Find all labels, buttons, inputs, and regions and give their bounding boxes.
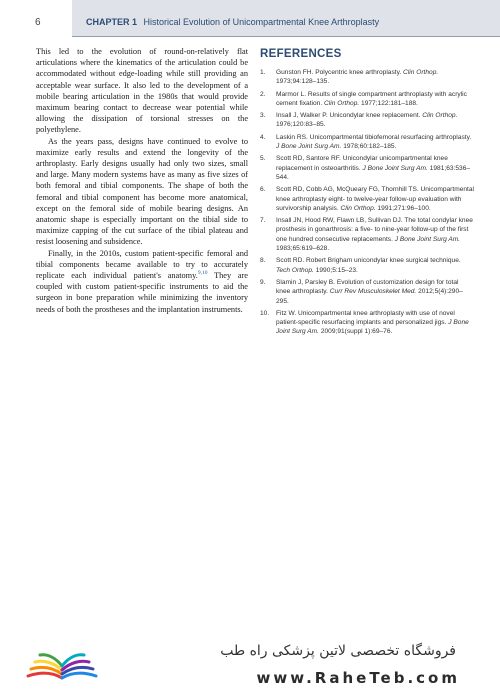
- page-header: [0, 0, 500, 36]
- references-list: [260, 68, 474, 337]
- chapter-bar: [72, 0, 500, 36]
- footer-banner: [0, 616, 500, 700]
- reference-text: Scott RD, Cobb AG, McQueary FG, Thornhill TS. Unicompartmental knee arthroplasty eight- to twelve-year follow-up evaluation with survivorship analysis.: [276, 186, 475, 212]
- reference-text: Slamin J, Parsley B. Evolution of customization design for total knee arthroplasty.: [276, 278, 459, 296]
- reference-number: 3.: [260, 112, 266, 120]
- paragraph: [36, 248, 248, 315]
- reference-details: 1977;122:181–188.: [359, 99, 418, 107]
- reference-item: [260, 216, 474, 253]
- reference-journal: J Bone Joint Surg Am.: [394, 235, 461, 243]
- reference-journal: Clin Orthop.: [340, 204, 376, 212]
- header-rule: [72, 36, 500, 37]
- reference-text: Scott RD. Robert Brigham unicondylar knee surgical technique.: [276, 257, 461, 265]
- reference-item: [260, 68, 474, 87]
- reference-text: Scott RD, Santore RF. Unicondylar unicompartmental knee replacement in osteoarthritis.: [276, 155, 448, 172]
- reference-journal: Curr Rev Musculoskelet Med.: [329, 288, 417, 296]
- reference-number: 2.: [260, 90, 266, 98]
- reference-details: 1978;60:182–185.: [341, 143, 397, 151]
- reference-text: Insall J, Walker P. Unicondylar knee replacement.: [276, 112, 423, 120]
- running-head: [86, 17, 379, 27]
- reference-details: 2012;5(4):290–295.: [276, 288, 463, 305]
- reference-journal: Tech Orthop.: [276, 266, 314, 274]
- reference-item: [260, 185, 474, 213]
- reference-journal: J Bone Joint Surg Am.: [362, 164, 428, 172]
- reference-item: [260, 256, 474, 275]
- body-text: [36, 46, 248, 315]
- reference-item: [260, 154, 474, 182]
- book-logo-icon: [22, 636, 102, 691]
- reference-number: 10.: [260, 309, 270, 317]
- reference-number: 9.: [260, 278, 266, 286]
- reference-item: [260, 278, 474, 306]
- store-name-fa: فروشگاه تخصصی لاتین پزشکی راه طب: [220, 643, 456, 659]
- reference-number: 4.: [260, 133, 266, 141]
- references-section: [260, 48, 474, 340]
- reference-journal: Clin Orthop.: [403, 69, 439, 76]
- citation-link[interactable]: 9,10: [197, 270, 208, 277]
- reference-details: 2009;91(suppl 1):69–76.: [319, 328, 393, 336]
- reference-text: Laskin RS. Unicompartmental tibiofemoral resurfacing arthroplasty.: [276, 133, 472, 141]
- reference-number: 8.: [260, 257, 266, 265]
- page-number: 6: [35, 17, 41, 28]
- reference-journal: Clin Orthop.: [422, 112, 458, 120]
- paragraph: As the years pass, designs have continued to evolve to maximize early results and extend the longevity of the arthroplasty. Early designs usually had only two sizes, small and large. Many modern systems have as many as five sizes of both femoral and tibial components. The shape of both the femoral and tibial component has become more anatomical, except on the femoral side of mobile bearing designs. An anatomic shape is especially important on the tibial side to maximize capping of the cut surface of the tibial plateau and resist loosening and subsidence.: [36, 136, 248, 247]
- reference-journal: J Bone Joint Surg Am.: [276, 143, 342, 151]
- store-url[interactable]: www.RaheTeb.com: [256, 669, 460, 687]
- chapter-title: Historical Evolution of Unicompartmental Knee Arthroplasty: [143, 17, 380, 27]
- reference-details: 1991;271:96–100.: [375, 204, 431, 212]
- reference-details: 1983;65:619–628.: [276, 245, 330, 253]
- paragraph-text: They are coupled with custom patient-specific instruments to aid the surgeon in bone preparation while minimizing the inventory needs of both the prostheses and the implantation instruments.: [36, 271, 248, 314]
- reference-details: 1976;120:83–85.: [276, 121, 326, 129]
- references-heading: REFERENCES: [260, 48, 342, 60]
- reference-text: Gunston FH. Polycentric knee arthroplasty.: [276, 69, 404, 76]
- chapter-label: CHAPTER 1: [86, 17, 138, 27]
- reference-details: 1990;5:15–23.: [313, 266, 358, 274]
- paragraph-text: Finally, in the 2010s, custom patient-specific femoral and tibial components became available to try to accurately replicate each individual patient's anatomy.: [36, 248, 248, 281]
- reference-number: 1.: [260, 69, 266, 76]
- page-number-box: [0, 0, 72, 36]
- reference-number: 6.: [260, 186, 266, 194]
- reference-text: Marmor L. Results of single compartment arthroplasty with acrylic cement fixation.: [276, 90, 467, 107]
- paragraph: This led to the evolution of round-on-relatively flat articulations where the kinematics of the articulation could be accommodated without edge-loading while still providing an acceptable wear surface. It also led to the development of a mobile bearing articulation in the 1980s that would provide maximum bearing contact to decrease wear potential while allowing the dissipation of torsional stresses on the polyethylene.: [36, 47, 248, 135]
- reference-number: 7.: [260, 217, 266, 225]
- reference-text: Insall JN, Hood RW, Flawn LB, Sullivan DJ. The total condylar knee prosthesis in gonarthrosis: a five- to nine-year follow-up of the first one hundred consecutive replacements.: [276, 217, 473, 243]
- reference-text: Fitz W. Unicompartmental knee arthroplasty with use of novel patient-specific resurfacing implants and personalized jigs.: [276, 309, 455, 327]
- reference-item: [260, 90, 474, 109]
- reference-number: 5.: [260, 155, 266, 163]
- reference-item: [260, 309, 474, 337]
- reference-details: 1981;63:536–544.: [276, 164, 471, 181]
- reference-item: [260, 133, 474, 152]
- reference-journal: J Bone Joint Surg Am.: [276, 319, 469, 336]
- reference-item: [260, 111, 474, 130]
- reference-details: 1973;94:128–135.: [276, 78, 330, 86]
- reference-journal: Clin Orthop.: [324, 99, 360, 107]
